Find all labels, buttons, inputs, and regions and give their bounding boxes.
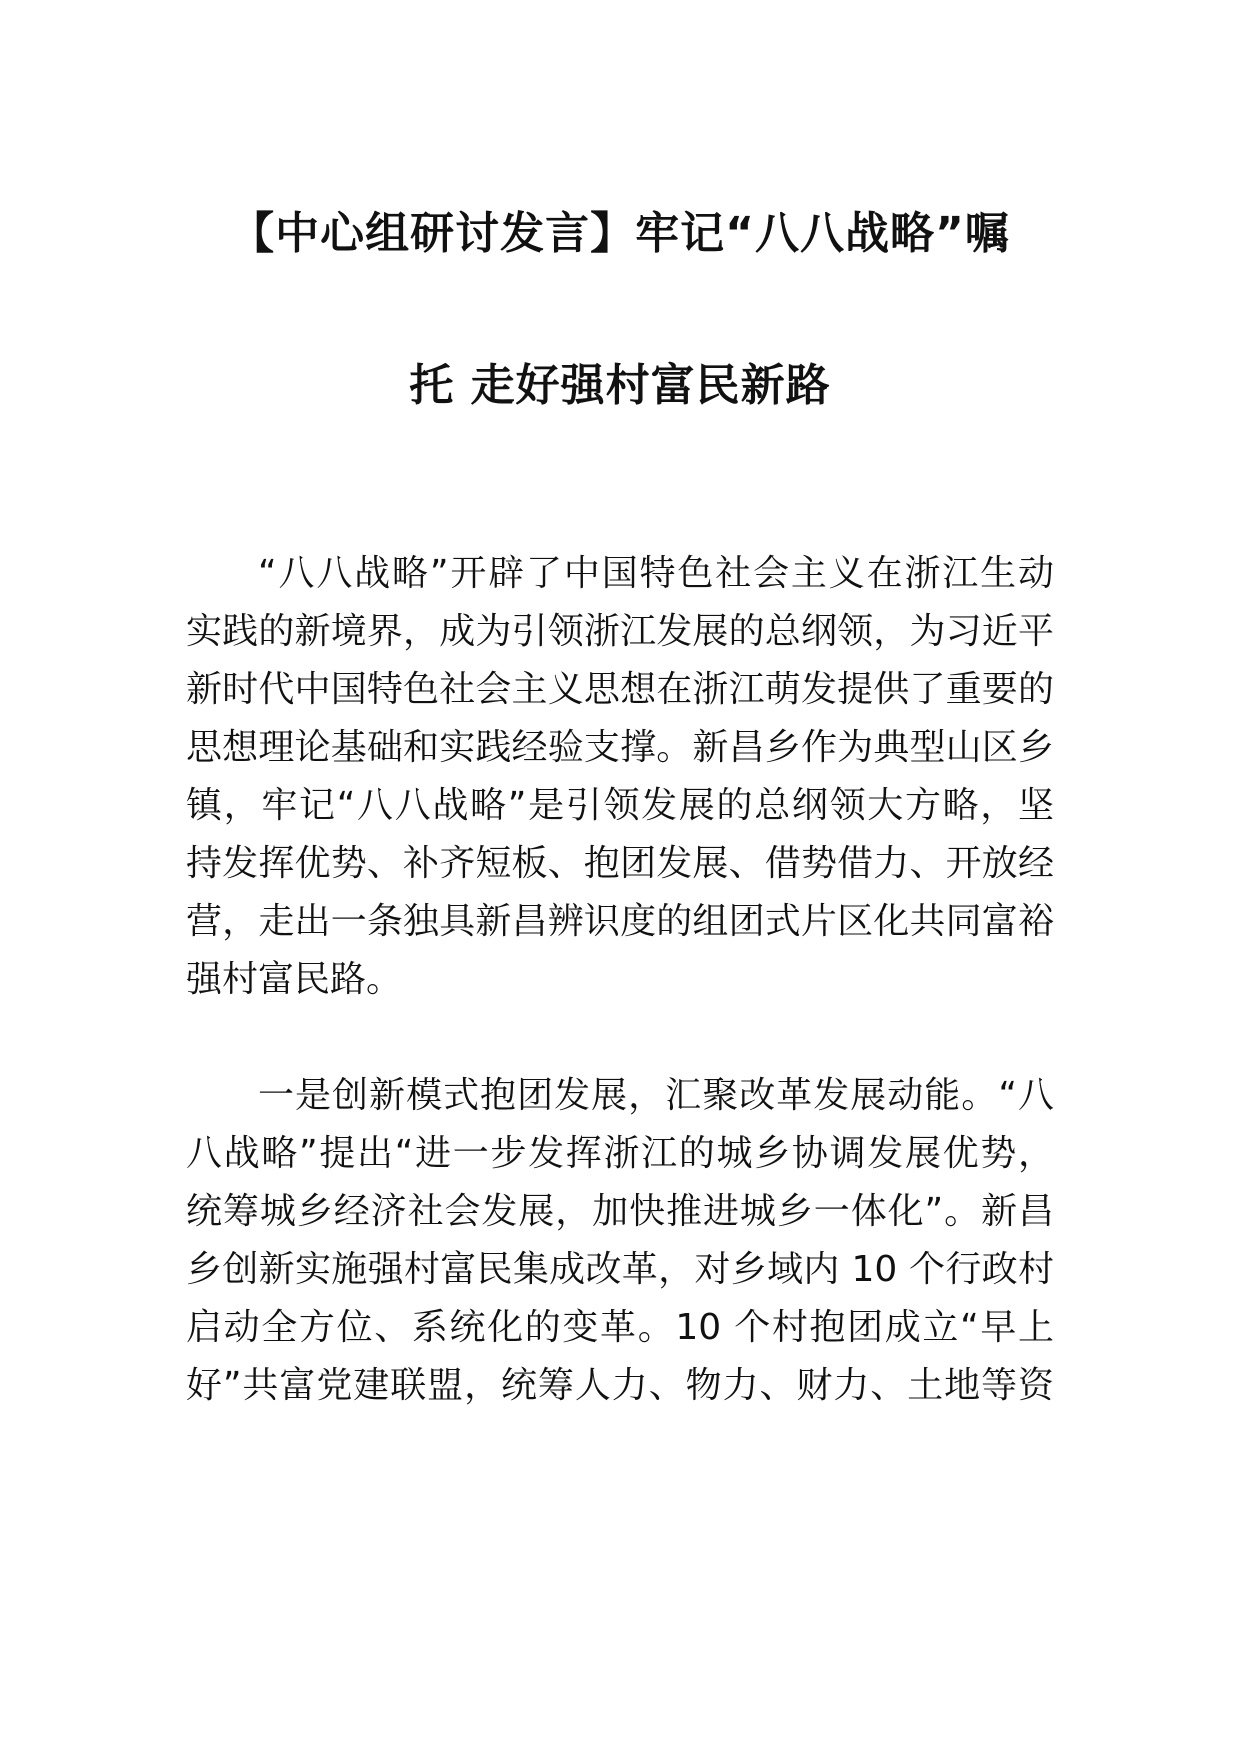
- paragraph-line: 八战略”提出“进一步发挥浙江的城乡协调发展优势，: [186, 1133, 1054, 1174]
- paragraph-line: 乡创新实施强村富民集成改革，对乡域内 10 个行政村: [186, 1249, 1054, 1290]
- paragraph-line: 实践的新境界，成为引领浙江发展的总纲领，为习近平: [186, 611, 1054, 652]
- paragraph-line: 统筹城乡经济社会发展，加快推进城乡一体化”。新昌: [186, 1191, 1054, 1232]
- paragraph-line: 思想理论基础和实践经验支撑。新昌乡作为典型山区乡: [186, 727, 1054, 768]
- paragraph-line: “八八战略”开辟了中国特色社会主义在浙江生动: [258, 553, 1054, 594]
- paragraph-line: 好”共富党建联盟，统筹人力、物力、财力、土地等资: [186, 1365, 1054, 1406]
- paragraph-line: 营，走出一条独具新昌辨识度的组团式片区化共同富裕: [186, 901, 1054, 942]
- paragraph-line: 镇，牢记“八八战略”是引领发展的总纲领大方略，坚: [186, 785, 1054, 826]
- paragraph-line: 一是创新模式抱团发展，汇聚改革发展动能。“八: [258, 1075, 1054, 1116]
- paragraph-line: 启动全方位、系统化的变革。10 个村抱团成立“早上: [186, 1307, 1054, 1348]
- paragraph-line: 持发挥优势、补齐短板、抱团发展、借势借力、开放经: [186, 843, 1054, 884]
- paragraph-line: 强村富民路。: [186, 959, 403, 1000]
- paragraph-line: 新时代中国特色社会主义思想在浙江萌发提供了重要的: [186, 669, 1054, 710]
- document-title-line-2: 托 走好强村富民新路: [409, 360, 831, 411]
- document-title-line-1: 【中心组研讨发言】牢记“八八战略”嘱: [230, 208, 1010, 259]
